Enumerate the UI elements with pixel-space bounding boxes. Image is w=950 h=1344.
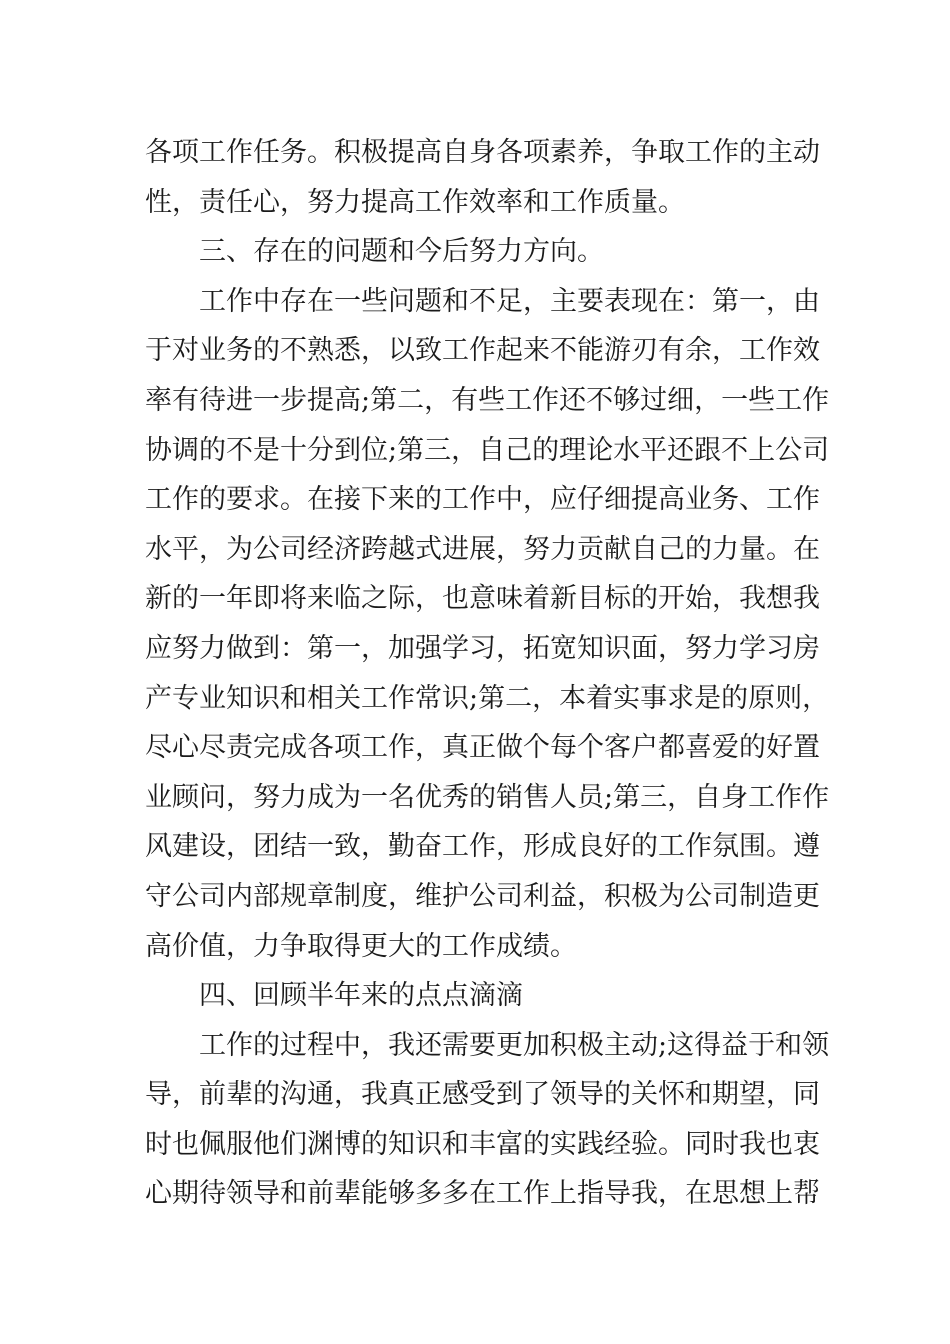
- text-line: 尽心尽责完成各项工作，真正做个每个客户都喜爱的好置: [145, 732, 820, 764]
- text-line: 工作的要求。在接下来的工作中，应仔细提高业务、工作: [145, 484, 820, 516]
- text-line: 风建设，团结一致，勤奋工作，形成良好的工作氛围。遵: [145, 831, 820, 863]
- text-line: 业顾问，努力成为一名优秀的销售人员;第三，自身工作作: [145, 781, 830, 813]
- text-line: 性，责任心，努力提高工作效率和工作质量。: [145, 186, 685, 218]
- text-line: 应努力做到：第一，加强学习，拓宽知识面，努力学习房: [145, 632, 820, 664]
- text-line: 新的一年即将来临之际，也意味着新目标的开始，我想我: [145, 583, 820, 615]
- text-line: 工作中存在一些问题和不足，主要表现在：第一，由: [199, 285, 820, 317]
- text-line: 率有待进一步提高;第二，有些工作还不够过细，一些工作: [145, 384, 830, 416]
- text-line: 时也佩服他们渊博的知识和丰富的实践经验。同时我也衷: [145, 1128, 820, 1160]
- section-heading: 三、存在的问题和今后努力方向。: [199, 236, 604, 268]
- text-line: 导，前辈的沟通，我真正感受到了领导的关怀和期望，同: [145, 1079, 820, 1111]
- section-heading: 四、回顾半年来的点点滴滴: [199, 980, 523, 1012]
- text-line: 各项工作任务。积极提高自身各项素养，争取工作的主动: [145, 137, 820, 168]
- text-line: 守公司内部规章制度，维护公司利益，积极为公司制造更: [145, 880, 820, 912]
- text-line: 协调的不是十分到位;第三，自己的理论水平还跟不上公司: [145, 434, 830, 466]
- body-text: [145, 128, 830, 1219]
- text-line: 于对业务的不熟悉，以致工作起来不能游刃有余，工作效: [145, 335, 820, 367]
- text-line: 工作的过程中，我还需要更加积极主动;这得益于和领: [199, 1029, 830, 1061]
- text-line: 产专业知识和相关工作常识;第二，本着实事求是的原则，: [145, 682, 830, 714]
- text-line: 心期待领导和前辈能够多多在工作上指导我，在思想上帮: [145, 1178, 820, 1210]
- text-line: 高价值，力争取得更大的工作成绩。: [145, 930, 577, 962]
- text-line: 水平，为公司经济跨越式进展，努力贡献自己的力量。在: [145, 533, 820, 565]
